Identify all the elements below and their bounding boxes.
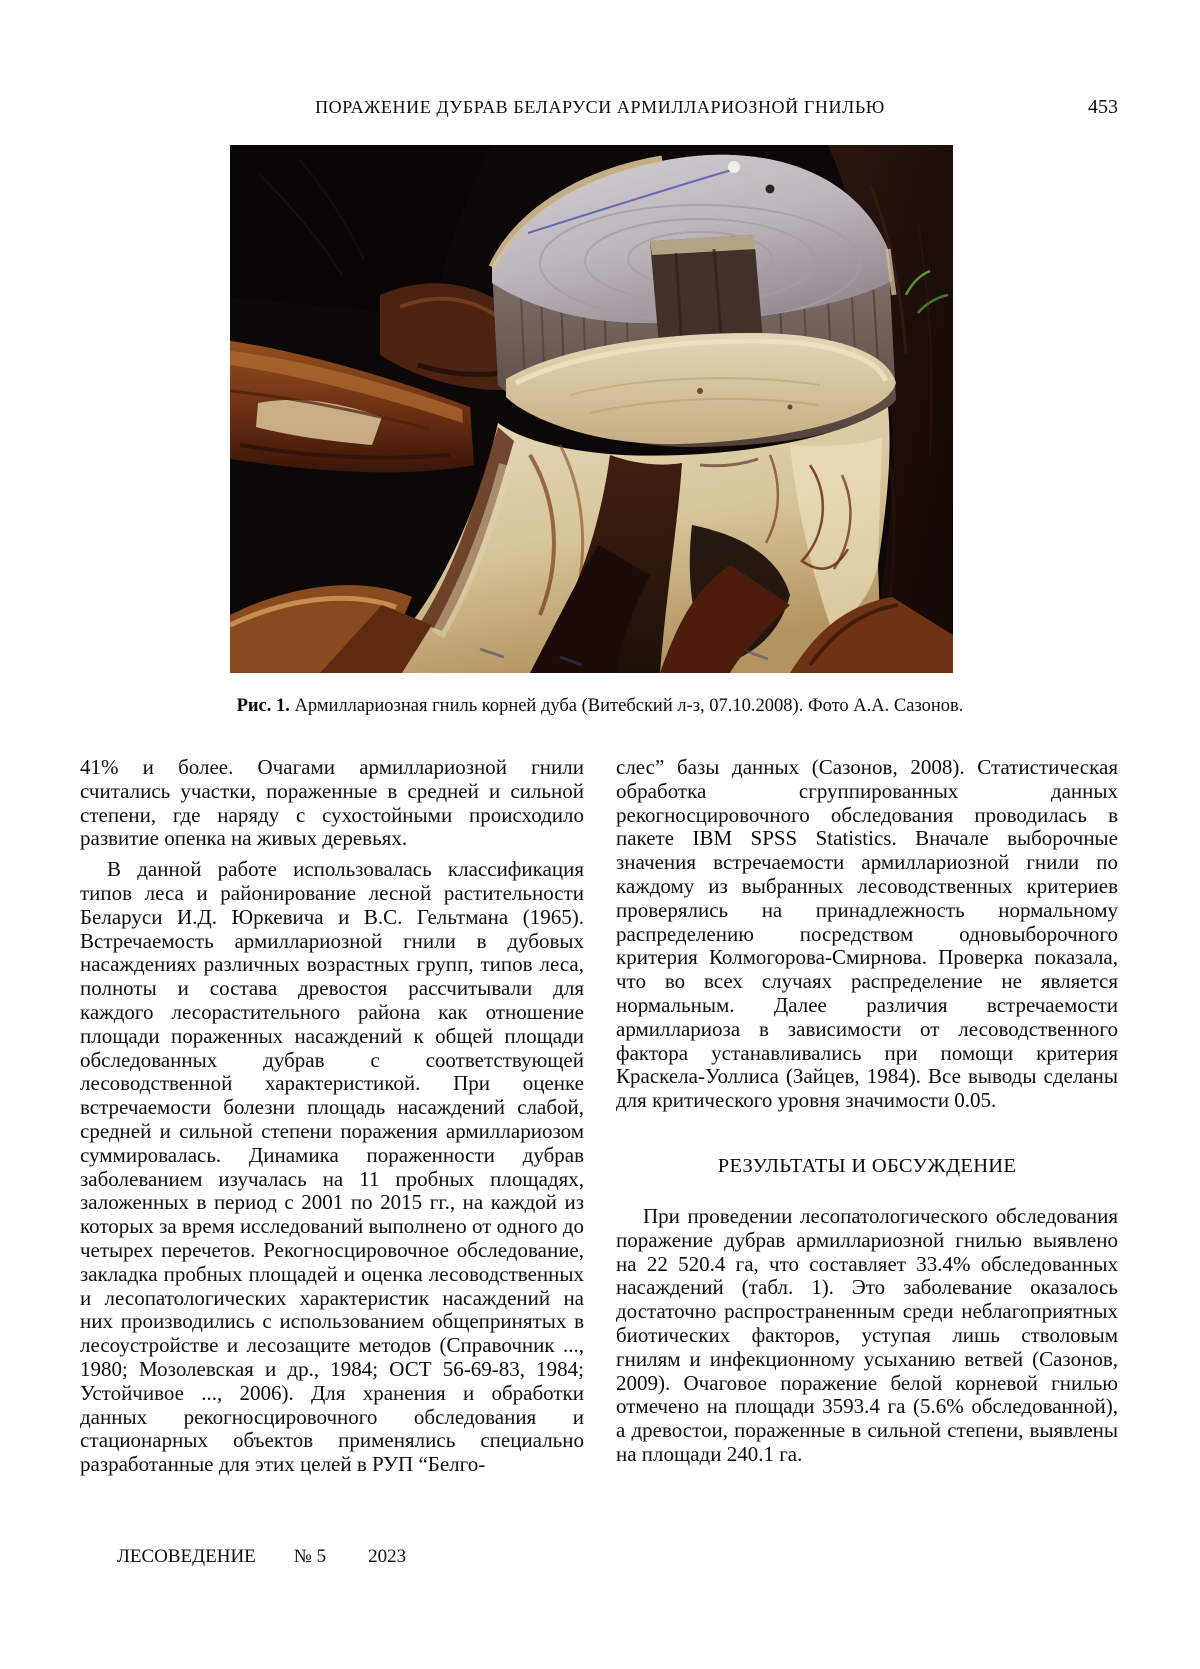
footer-journal-name: ЛЕСОВЕДЕНИЕ: [117, 1546, 256, 1567]
right-column: [616, 756, 1118, 1467]
paragraph: В данной работе использовалась классификация типов леса и районирование лесной растительности Беларуси И.Д. Юркевича и В.С. Гельтмана (1965). Встречаемость армиллариозной гнили в дубовых насаждениях различных возрастных групп, типов леса, полноты и состава древостоя рассчитывали для каждого лесорастительного района как отношение площади пораженных насаждений к общей площади обследованных дубрав с соответствующей лесоводственной характеристикой. При оценке встречаемости болезни площадь насаждений слабой, средней и сильной степени поражения армиллариозом суммировалась. Динамика пораженности дубрав заболеванием изучалась на 11 пробных площадях, заложенных в период с 2001 по 2015 гг., на каждой из которых за время исследований выполнено от одного до четырех перечетов. Рекогносцировочное обследование, закладка пробных площадей и оценка лесоводственных и лесопатологических характеристик насаждений на них производились с использованием общепринятых в лесоустройстве и лесозащите методов (Справочник ..., 1980; Мозолевская и др., 1984; ОСТ 56-69-83, 1984; Устойчивое ..., 2006). Для хранения и обработки данных рекогносцировочного обследования и стационарных объектов применялись специально разработанные для этих целей в РУП “Белго-: [80, 857, 584, 1477]
footer-issue: № 5: [293, 1546, 327, 1567]
page-number: 453: [1088, 96, 1118, 118]
paragraph: слес” базы данных (Сазонов, 2008). Статистическая обработка сгруппированных данных рекогносцировочного обследования проводилась в пакете IBM SPSS Statistics. Вначале выборочные значения встречаемости армиллариозной гнили по каждому из выбранных лесоводственных критериев проверялись на принадлежность нормальному распределению посредством одновыборочного критерия Колмогорова-Смирнова. Проверка показала, что во всех случаях распределение не является нормальным. Далее различия встречаемости армиллариоза в зависимости от лесоводственного фактора устанавливались при помощи критерия Краскела-Уоллиса (Зайцев, 1984). Все выводы сделаны для критического уровня значимости 0.05.: [616, 755, 1118, 1113]
paragraph: 41% и более. Очагами армиллариозной гнили считались участки, пораженные в средней и сильной степени, где наряду с сухостойными происходило развитие опенка на живых деревьях.: [80, 755, 584, 851]
journal-footer: [117, 1546, 406, 1568]
section-heading-results: РЕЗУЛЬТАТЫ И ОБСУЖДЕНИЕ: [717, 1154, 1017, 1177]
figure-1: [230, 145, 953, 673]
figure-caption-label: Рис. 1.: [236, 696, 290, 716]
running-title: ПОРАЖЕНИЕ ДУБРАВ БЕЛАРУСИ АРМИЛЛАРИОЗНОЙ ГНИЛЬЮ: [315, 97, 885, 117]
figure-caption: [0, 696, 1200, 717]
figure-caption-text: Армиллариозная гниль корней дуба (Витебский л-з, 07.10.2008). Фото А.А. Сазонов.: [289, 696, 964, 716]
footer-year: 2023: [368, 1546, 407, 1567]
paragraph: При проведении лесопатологического обследования поражение дубрав армиллариозной гнилью выявлено на 22 520.4 га, что составляет 33.4% обследованных насаждений (табл. 1). Это заболевание оказалось достаточно распространенным среди неблагоприятных биотических факторов, уступая лишь стволовым гнилям и инфекционному усыханию ветвей (Сазонов, 2009). Очаговое поражение белой корневой гнилью отмечено на площади 3593.4 га (5.6% обследованной), а древостои, пораженные в сильной степени, выявлены на площади 240.1 га.: [616, 1203, 1118, 1466]
stump-photo: [230, 145, 953, 673]
left-column: [80, 756, 584, 1477]
